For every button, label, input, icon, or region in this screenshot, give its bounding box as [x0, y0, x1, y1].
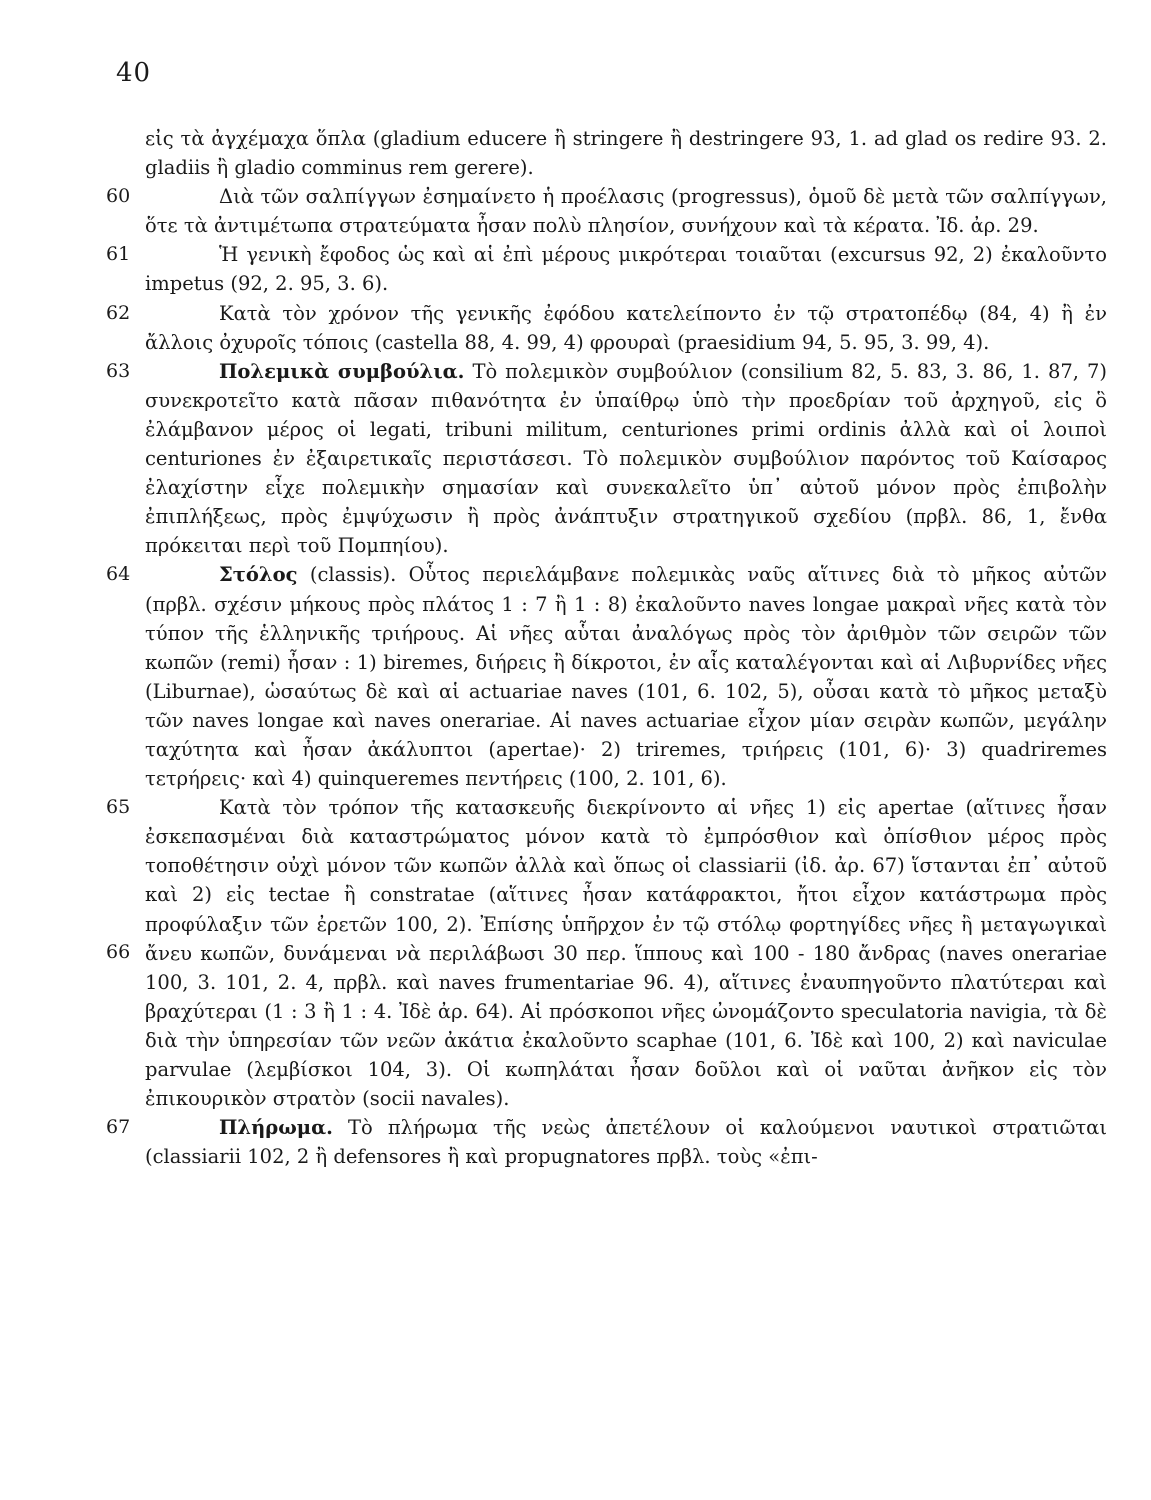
paragraph-61 — [106, 240, 1107, 298]
paragraph-heading: Πολεμικὰ συμβούλια. — [219, 359, 465, 383]
paragraph-heading: Στόλος — [219, 563, 298, 587]
margin-number-66: 66 — [106, 941, 131, 964]
paragraph-60 — [106, 182, 1107, 240]
section-number: 62 — [106, 301, 131, 324]
paragraph-text: εἰς τὰ ἀγχέμαχα ὅπλα (gladium educere ἢ stringere ἢ destringere 93, 1. ad glad os redire 93. 2. gladiis ἢ gladio comminus rem gerere). — [145, 127, 1107, 180]
paragraph-text: Διὰ τῶν σαλπίγγων ἐσημαίνετο ἡ προέλασις (progressus), ὁμοῦ δὲ μετὰ τῶν σαλπίγγων, ὅτε τὰ ἀντιμέτωπα στρατεύματα ἦσαν πολὺ πλησίον, συνήχουν καὶ τὰ κέρατα. Ἰδ. ἀρ. 29. — [145, 185, 1107, 238]
paragraph-59 — [145, 124, 1107, 182]
section-number: 64 — [106, 563, 131, 586]
paragraph-heading: Πλήρωμα. — [219, 1116, 333, 1140]
page-number: 40 — [116, 58, 152, 88]
paragraph-text: Ἡ γενικὴ ἔφοδος ὡς καὶ αἱ ἐπὶ μέρους μικρότεραι τοιαῦται (excursus 92, 2) ἐκαλοῦντο impetus (92, 2. 95, 3. 6). — [145, 243, 1107, 296]
section-number: 60 — [106, 185, 131, 208]
paragraph-64 — [106, 560, 1107, 793]
paragraph-67 — [106, 1113, 1107, 1171]
paragraph-text: Κατὰ τὸν τρόπον τῆς κατασκευῆς διεκρίνοντο αἱ νῆες 1) εἰς apertae (αἵτινες ἦσαν ἐσκεπασμέναι διὰ καταστρώματος μόνον κατὰ τὸ ἐμπρόσθιον καὶ ὀπίσθιον μέρος πρὸς τοποθέτησιν οὐχὶ μόνον τῶν κωπῶν ἀλλὰ καὶ ὅπως οἱ classiarii (ἰδ. ἀρ. 67) ἵστανται ἐπ᾽ αὐτοῦ καὶ 2) εἰς tectae ἢ constratae (αἵτινες ἦσαν κατάφρακτοι, ἤτοι εἶχον κατάστρωμα πρὸς προφύλαξιν τῶν ἐρετῶν 100, 2). Ἐπίσης ὑπῆρχον ἐν τῷ στόλῳ φορτηγίδες νῆες ἢ μεταγωγικαὶ ἄνευ κωπῶν, δυνάμεναι νὰ περιλάβωσι 30 περ. ἵππους καὶ 100 - 180 ἄνδρας (naves onerariae 100, 3. 101, 2. 4, πρβλ. καὶ naves frumentariae 96. 4), αἵτινες ἐναυπηγοῦντο πλατύτεραι καὶ βραχύτεραι (1 : 3 ἢ 1 : 4. Ἰδὲ ἀρ. 64). Αἱ πρόσκοποι νῆες ὠνομάζοντο speculatoria navigia, τὰ δὲ διὰ τὴν ὑπηρεσίαν τῶν νεῶν ἀκάτια ἐκαλοῦντο scaphae (101, 6. Ἰδὲ καὶ 100, 2) καὶ naviculae parvulae (λεμβίσκοι 104, 3). Οἱ κωπηλάται ἦσαν δοῦλοι καὶ οἱ ναῦται ἀνῆκον εἰς τὸν ἐπικουρικὸν στρατὸν (socii navales). — [145, 796, 1107, 1111]
section-number: 67 — [106, 1116, 131, 1139]
paragraph-text: (classis). Οὗτος περιελάμβανε πολεμικὰς ναῦς αἵτινες διὰ τὸ μῆκος αὐτῶν (πρβλ. σχέσιν μήκους πρὸς πλάτος 1 : 7 ἢ 1 : 8) ἐκαλοῦντο naves longae μακραὶ νῆες κατὰ τὸν τύπον τῆς ἑλληνικῆς τριήρους. Αἱ νῆες αὗται ἀναλόγως πρὸς τὸν ἀριθμὸν τῶν σειρῶν τῶν κωπῶν (remi) ἦσαν : 1) biremes, διήρεις ἢ δίκροτοι, ἐν αἷς καταλέγονται καὶ αἱ Λιβυρνίδες νῆες (Liburnae), ὡσαύτως δὲ καὶ αἱ actuariae naves (101, 6. 102, 5), οὖσαι κατὰ τὸ μῆκος μεταξὺ τῶν naves longae καὶ naves onerariae. Αἱ naves actuariae εἶχον μίαν σειρὰν κωπῶν, μεγάλην ταχύτητα καὶ ἦσαν ἀκάλυπτοι (apertae)· 2) triremes, τριήρεις (101, 6)· 3) quadriremes τετρήρεις· καὶ 4) quinqueremes πεντήρεις (100, 2. 101, 6). — [145, 563, 1107, 791]
paragraph-62 — [106, 299, 1107, 357]
paragraph-text: Τὸ πολεμικὸν συμβούλιον (consilium 82, 5. 83, 3. 86, 1. 87, 7) συνεκροτεῖτο κατὰ πᾶσαν πιθανότητα ἐν ὑπαίθρῳ ὑπὸ τὴν προεδρίαν τοῦ ἀρχηγοῦ, εἰς ὃ ἐλάμβανον μέρος οἱ legati, tribuni militum, centuriones primi ordinis ἀλλὰ καὶ οἱ λοιποὶ centuriones ἐν ἐξαιρετικαῖς περιστάσεσι. Τὸ πολεμικὸν συμβούλιον παρόντος τοῦ Καίσαρος ἐλαχίστην εἶχε πολεμικὴν σημασίαν καὶ συνεκαλεῖτο ὑπ᾽ αὐτοῦ μόνον πρὸς ἐπιβολὴν ἐπιπλήξεως, πρὸς ἐμψύχωσιν ἢ πρὸς ἀνάπτυξιν στρατηγικοῦ σχεδίου (πρβλ. 86, 1, ἔνθα πρόκειται περὶ τοῦ Πομπηίου). — [145, 359, 1107, 558]
paragraph-text: Τὸ πλήρωμα τῆς νεὼς ἀπετέλουν οἱ καλούμενοι ναυτικοὶ στρατιῶται (classiarii 102, 2 ἢ defensores ἢ καὶ propugnatores πρβλ. τοὺς «ἐπι- — [145, 1116, 1107, 1169]
section-number: 65 — [106, 796, 131, 819]
paragraph-63 — [106, 357, 1107, 561]
body-text — [106, 124, 1107, 1171]
paragraph-text: Κατὰ τὸν χρόνον τῆς γενικῆς ἐφόδου κατελείποντο ἐν τῷ στρατοπέδῳ (84, 4) ἢ ἐν ἄλλοις ὀχυροῖς τόποις (castella 88, 4. 99, 4) φρουραὶ (praesidium 94, 5. 95, 3. 99, 4). — [145, 301, 1107, 354]
section-number: 61 — [106, 243, 131, 266]
section-number: 63 — [106, 359, 131, 382]
